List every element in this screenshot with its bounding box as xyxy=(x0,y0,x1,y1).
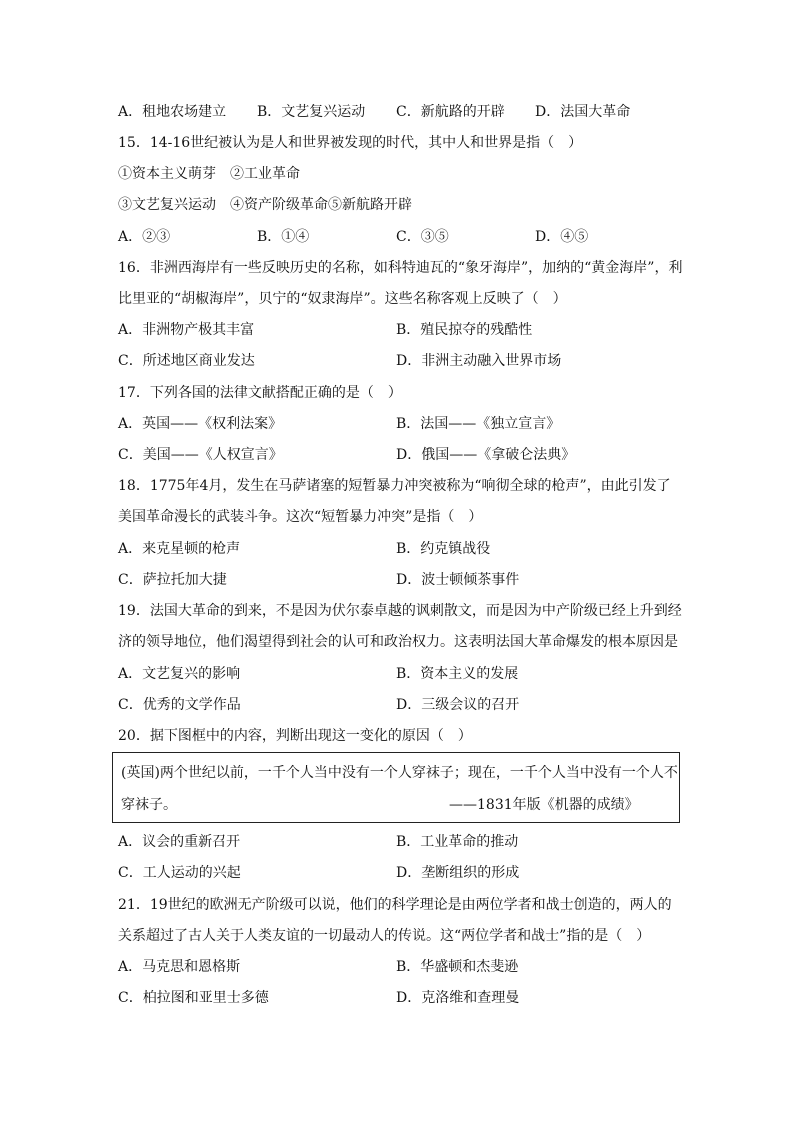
q19-option-b: B．资本主义的发展 xyxy=(396,666,519,682)
q15-items-1: ①资本主义萌芽 ②工业革命 xyxy=(118,166,300,182)
q15-option-c: C．③⑤ xyxy=(396,229,449,245)
q18-option-b: B．约克镇战役 xyxy=(396,541,491,557)
q14-option-b: B．文艺复兴运动 xyxy=(257,104,366,120)
q19-option-c: C．优秀的文学作品 xyxy=(118,697,241,713)
q18-option-d: D．波士顿倾茶事件 xyxy=(396,572,520,588)
q20-option-b: B．工业革命的推动 xyxy=(396,834,519,850)
q17-option-d: D．俄国——《拿破仑法典》 xyxy=(396,447,576,463)
q17-option-c: C．美国——《人权宣言》 xyxy=(118,447,283,463)
q17-option-b: B．法国——《独立宣言》 xyxy=(396,416,561,432)
q16-option-c: C．所述地区商业发达 xyxy=(118,353,255,369)
q16-stem-line-1: 16．非洲西海岸有一些反映历史的名称，如科特迪瓦的“象牙海岸”，加纳的“黄金海岸”，利 xyxy=(118,260,683,276)
q20-stem: 20．据下图框中的内容，判断出现这一变化的原因（ ） xyxy=(118,728,472,744)
q21-option-c: C．柏拉图和亚里士多德 xyxy=(118,990,269,1006)
q17-stem: 17．下列各国的法律文献搭配正确的是（ ） xyxy=(118,385,402,401)
q18-stem-line-2: 美国革命漫长的武装斗争。这次“短暂暴力冲突”是指（ ） xyxy=(118,509,483,525)
q18-stem-line-1: 18．1775年4月，发生在马萨诸塞的短暂暴力冲突被称为“响彻全球的枪声”，由此引发了 xyxy=(118,478,671,494)
q14-option-a: A．租地农场建立 xyxy=(118,104,227,120)
q20-option-d: D．垄断组织的形成 xyxy=(396,865,520,881)
quote-source: ——1831年版《机器的成绩》 xyxy=(449,797,639,813)
q20-option-a: A．议会的重新召开 xyxy=(118,834,241,850)
q21-stem-line-1: 21．19世纪的欧洲无产阶级可以说，他们的科学理论是由两位学者和战士创造的，两人的 xyxy=(118,897,672,913)
q16-option-a: A．非洲物产极其丰富 xyxy=(118,322,255,338)
q14-option-d: D．法国大革命 xyxy=(535,104,631,120)
q20-option-c: C．工人运动的兴起 xyxy=(118,865,241,881)
quote-line-1: (英国)两个世纪以前，一千个人当中没有一个人穿袜子；现在，一千个人当中没有一个人不 xyxy=(121,765,678,781)
q16-option-b: B．殖民掠夺的残酷性 xyxy=(396,322,533,338)
q15-option-a: A．②③ xyxy=(118,229,171,245)
q16-stem-line-2: 比里亚的“胡椒海岸”，贝宁的“奴隶海岸”。这些名称客观上反映了（ ） xyxy=(118,291,567,307)
q15-option-b: B．①④ xyxy=(257,229,310,245)
q14-option-c: C．新航路的开辟 xyxy=(396,104,505,120)
q15-items-2: ③文艺复兴运动 ④资产阶级革命⑤新航路开辟 xyxy=(118,197,412,213)
q19-stem-line-1: 19．法国大革命的到来，不是因为伏尔泰卓越的讽刺散文，而是因为中产阶级已经上升到经 xyxy=(118,603,682,619)
q21-option-a: A．马克思和恩格斯 xyxy=(118,959,241,975)
q16-option-d: D．非洲主动融入世界市场 xyxy=(396,353,562,369)
q19-option-a: A．文艺复兴的影响 xyxy=(118,666,241,682)
q19-stem-line-2: 济的领导地位，他们渴望得到社会的认可和政治权力。这表明法国大革命爆发的根本原因是 xyxy=(118,634,678,650)
q17-option-a: A．英国——《权利法案》 xyxy=(118,416,283,432)
q19-option-d: D．三级会议的召开 xyxy=(396,697,520,713)
quote-box xyxy=(112,752,680,823)
q15-option-d: D．④⑤ xyxy=(535,229,589,245)
q15-stem: 15．14-16世纪被认为是人和世界被发现的时代，其中人和世界是指（ ） xyxy=(118,135,583,151)
q21-stem-line-2: 关系超过了古人关于人类友谊的一切最动人的传说。这“两位学者和战士”指的是（ ） xyxy=(118,928,651,944)
q21-option-d: D．克洛维和查理曼 xyxy=(396,990,520,1006)
q18-option-a: A．来克星顿的枪声 xyxy=(118,541,241,557)
q18-option-c: C．萨拉托加大捷 xyxy=(118,572,227,588)
q21-option-b: B．华盛顿和杰斐逊 xyxy=(396,959,519,975)
quote-line-2: 穿袜子。 xyxy=(121,797,177,813)
